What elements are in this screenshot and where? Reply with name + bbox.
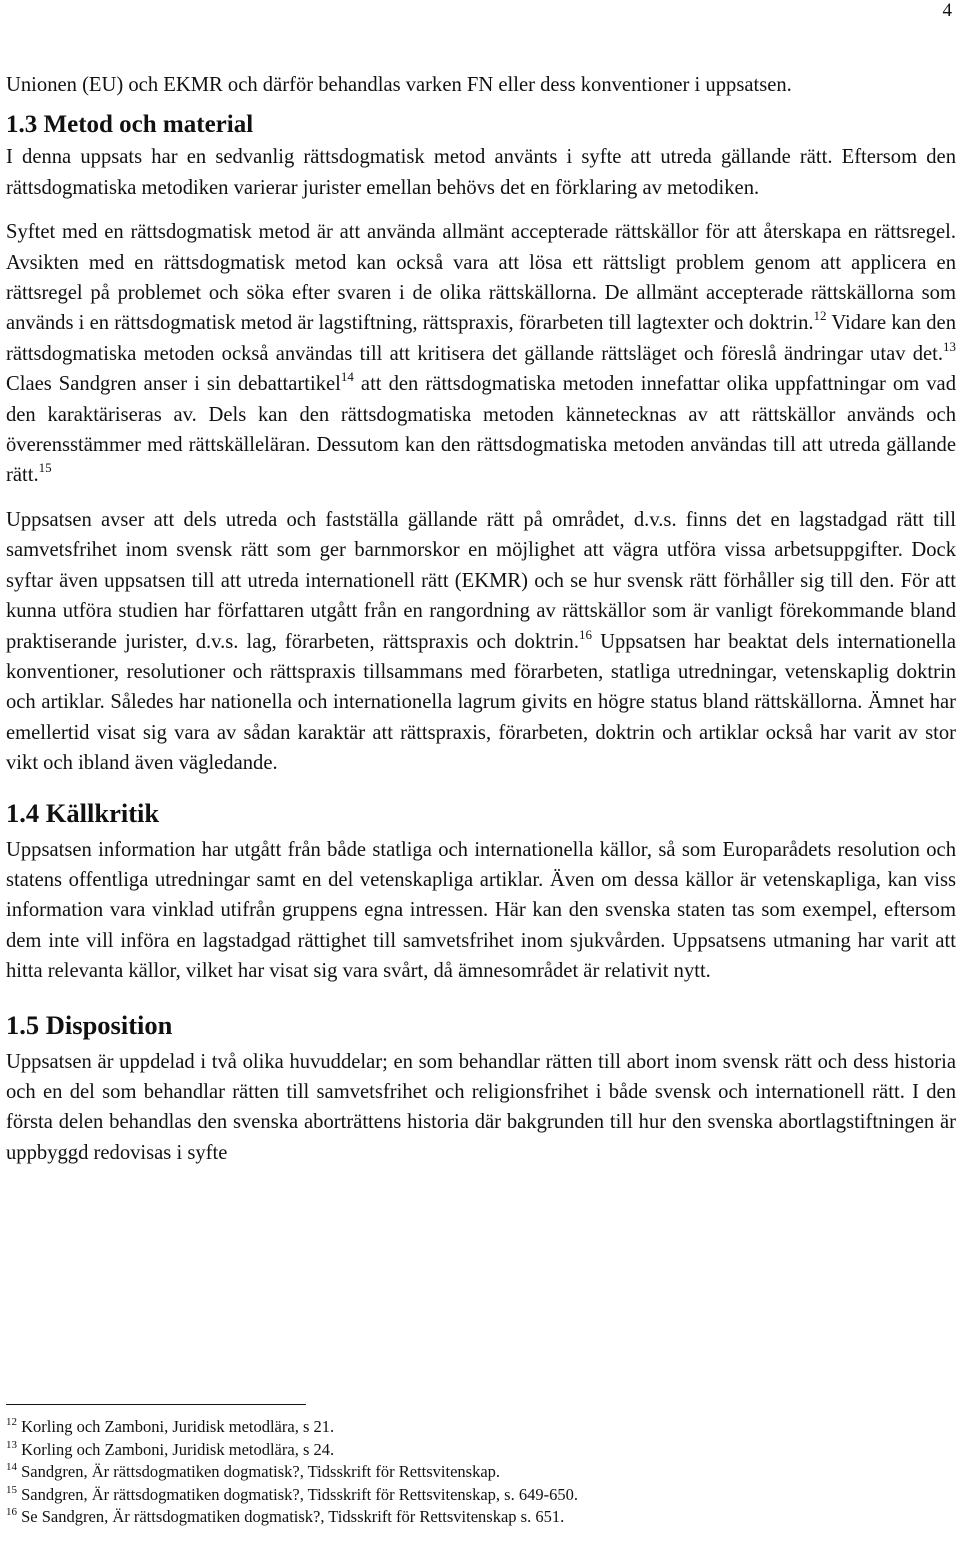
footnote-item — [6, 1484, 956, 1507]
footnote-ref-15[interactable]: 15 — [38, 460, 52, 476]
footnote-text: Sandgren, Är rättsdogmatiken dogmatisk?, Tidsskrift för Rettsvitenskap, s. 649-650. — [17, 1484, 578, 1504]
disposition-paragraph: Uppsatsen är uppdelad i två olika huvuddelar; en som behandlar rätten till abort inom svensk rätt och dess historia och en del som behandlar rätten till samvetsfrihet och religionsfrihet i både svensk och internationell rätt. I den första delen behandlas den svenska aborträttens historia där bakgrunden till hur den svenska abortlagstiftningen är uppbyggd redovisas i syfte — [6, 1050, 956, 1164]
footnote-number: 12 — [6, 1416, 17, 1428]
section-heading-metod: 1.3 Metod och material — [6, 111, 254, 139]
metod-p3-text-a: Uppsatsen avser att dels utreda och fastställa gällande rätt på området, d.v.s. finns det en lagstadgad rätt till samvetsfrihet inom svensk rätt som ger barnmorskor en möjlighet att vägra utföra vissa arbetsuppgifter. Dock syftar även uppsatsen till att utreda internationell rätt (EKMR) och se hur svensk rätt förhåller sig till den. För att kunna utföra studien har författaren utgått från en rangordning av rättskällor som är vanligt förekommande bland praktiserande jurister, d.v.s. lag, förarbeten, rättspraxis och doktrin. — [6, 508, 956, 653]
footnote-number: 16 — [6, 1506, 17, 1518]
kallkritik-paragraph: Uppsatsen information har utgått från både statliga och internationella källor, så som Europarådets resolution och statens offentliga utredningar samt en del vetenskapliga artiklar. Även om dessa källor är vetenskapliga, kan viss information vara vinklad utifrån gruppens egna intressen. Här kan den svenska staten tas som exempel, eftersom dem inte vill införa en lagstadgad rättighet till samvetsfrihet inom sjukvården. Uppsatsens utmaning har varit att hitta relevanta källor, vilket har visat sig vara svårt, då ämnesområdet är relativit nytt. — [6, 838, 956, 983]
footnotes — [6, 1416, 956, 1529]
body-text — [6, 70, 956, 1168]
metod-paragraph-3 — [6, 505, 956, 779]
section-heading-disposition: 1.5 Disposition — [6, 1009, 173, 1040]
intro-paragraph: Unionen (EU) och EKMR och därför behandlas varken FN eller dess konventioner i uppsatsen. — [6, 74, 792, 96]
metod-p3-text-b: Uppsatsen har beaktat dels internationella konventioner, resolutioner och rättspraxis tillsammans med förarbeten, statliga utredningar, vetenskaplig doktrin och artiklar. Således har nationella och internationella lagrum givits en högre status bland rättskällorna. Ämnet har emellertid visat sig vara av sådan karaktär att rättspraxis, förarbeten, doktrin och artiklar också har varit av stor vikt och ibland även vägledande. — [6, 630, 956, 775]
footnote-item — [6, 1506, 956, 1529]
footnote-number: 13 — [6, 1438, 17, 1451]
page-number: 4 — [942, 0, 952, 21]
footnote-number: 15 — [6, 1483, 17, 1496]
footnote-item — [6, 1461, 956, 1484]
footnote-text: Korling och Zamboni, Juridisk metodlära, s 24. — [17, 1439, 335, 1459]
metod-p2-text-b: Vidare kan den rättsdogmatiska metoden också användas till att kritisera det gällande rättsläget och föreslå ändringar utav det. — [6, 312, 956, 365]
footnote-number: 14 — [6, 1461, 17, 1473]
footnote-item — [6, 1416, 956, 1439]
footnote-text: Korling och Zamboni, Juridisk metodlära, s 21. — [17, 1417, 335, 1436]
footnote-ref-16[interactable]: 16 — [579, 626, 592, 642]
metod-p2-text-c: Claes Sandgren anser i sin debattartikel — [6, 373, 341, 396]
footnote-ref-12[interactable]: 12 — [813, 308, 827, 324]
metod-p2-text-d: att den rättsdogmatiska metoden innefattar olika uppfattningar om vad den karaktäriseras av. Dels kan den rättsdogmatiska metoden kännetecknas av att rättskällor används och överensstämmer med rättskälleläran. Dessutom kan den rättsdogmatiska metoden användas till att utreda gällande rätt. — [6, 373, 956, 487]
section-heading-kallkritik: 1.4 Källkritik — [6, 797, 160, 828]
footnote-text: Se Sandgren, Är rättsdogmatiken dogmatisk?, Tidsskrift för Rettsvitenskap s. 651. — [17, 1507, 565, 1526]
metod-paragraph-2 — [6, 217, 956, 491]
footnote-ref-13[interactable]: 13 — [943, 338, 956, 354]
footnote-ref-14[interactable]: 14 — [340, 369, 354, 385]
footnote-text: Sandgren, Är rättsdogmatiken dogmatisk?, Tidsskrift för Rettsvitenskap. — [17, 1462, 501, 1481]
footnote-item — [6, 1439, 956, 1462]
footnote-separator — [6, 1404, 306, 1405]
metod-paragraph-1: I denna uppsats har en sedvanlig rättsdogmatisk metod använts i syfte att utreda gällande rätt. Eftersom den rättsdogmatiska metodiken varierar jurister emellan behövs det en förklaring av metodiken. — [6, 146, 956, 199]
metod-p2-text-a: Syftet med en rättsdogmatisk metod är att använda allmänt accepterade rättskällor för att återskapa en rättsregel. Avsikten med en rättsdogmatisk metod kan också vara att lösa ett rättsligt problem genom att applicera en rättsregel på problemet och söka efter svaren i de olika rättskällorna. De allmänt accepterade rättskällorna som används i en rättsdogmatisk metod är lagstiftning, rättspraxis, förarbeten till lagtexter och doktrin. — [6, 221, 956, 335]
